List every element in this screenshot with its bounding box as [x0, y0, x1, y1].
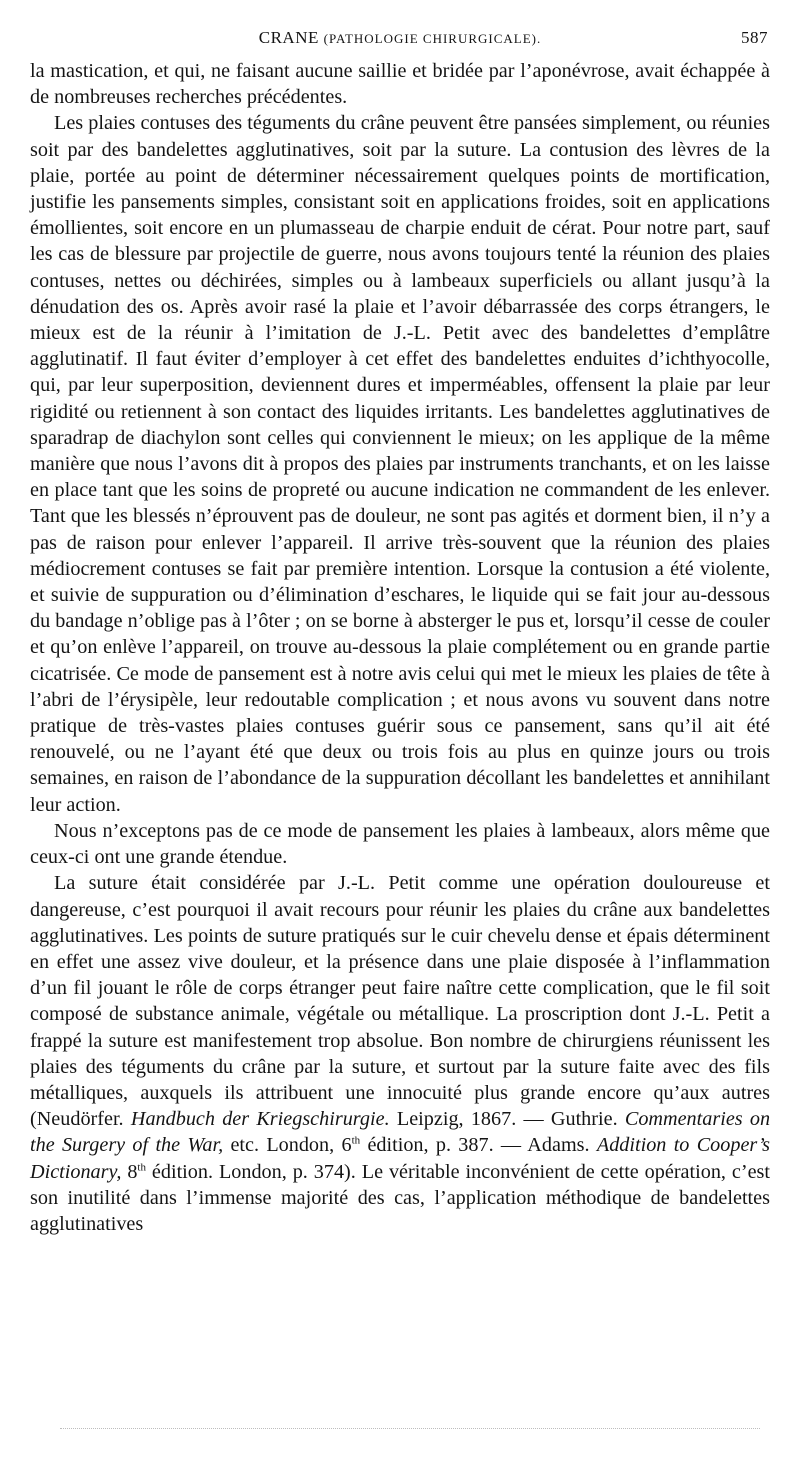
suture-text-f: édition. London, p. 374). Le véritable inconvénient de cette opération, c’est son inutilité dans l’immense majorité des cas, l’application méthodique de bandelettes agglutinatives — [30, 1160, 770, 1235]
suture-text-b: Leipzig, 1867. — Guthrie. — [396, 1108, 618, 1131]
body-text — [30, 58, 770, 1237]
superscript-th-1: th — [351, 1134, 361, 1147]
suture-text-e: 8 — [127, 1160, 138, 1183]
paragraph-continuation: la mastication, et qui, ne faisant aucune saillie et bridée par l’aponévrose, avait échappée à de nombreuses recherches précédentes. — [30, 60, 770, 109]
running-title-main: CRANE — [258, 28, 319, 47]
paragraph-lambeaux: Nous n’exceptons pas de ce mode de pansement les plaies à lambeaux, alors même que ceux-ci ont une grande étendue. — [30, 819, 770, 869]
paragraph-suture — [30, 870, 770, 1237]
bottom-rule — [60, 1422, 760, 1429]
page-number: 587 — [741, 28, 768, 47]
reference-guthrie: Commentaries on the Surgery of the War, — [30, 1108, 771, 1157]
running-title — [30, 28, 770, 48]
suture-text-a: La suture était considérée par J.-L. Petit comme une opération douloureuse et dangereuse, c’est pourquoi il avait recours pour réunir les plaies du crâne aux bandelettes agglutinatives. Les points de suture pratiqués sur le cuir chevelu dense et épais déterminent en effet une assez vive douleur, et la présence dans une plaie disposée à l’inflammation d’un fil jouant le rôle de corps étranger peut faire naître cette complication, que le fil soit composé de substance animale, végétale ou métallique. La proscription dont J.-L. Petit a frappé la suture est manifestement trop absolue. Bon nombre de chirurgiens réunissent les plaies des téguments du crâne par la suture, et surtout par la suture faite avec des fils métalliques, auxquels ils attribuent une innocuité plus grande encore qu’aux autres (Neudörfer. — [30, 872, 770, 1131]
document-page — [30, 28, 770, 1237]
paragraph-plaies-contuses: Les plaies contuses des téguments du crâne peuvent être pansées simplement, ou réunies soit par des bandelettes agglutinatives, soit par la suture. La contusion des lèvres de la plaie, portée au point de déterminer nécessairement quelques points de mortification, justifie les pansements simples, consistant soit en applications froides, soit en applications émollientes, soit encore en un plumasseau de charpie enduit de cérat. Pour notre part, sauf les cas de blessure par projectile de guerre, nous avons toujours tenté la réunion des plaies contuses, nettes ou déchirées, simples ou à lambeaux superficiels ou allant jusqu’à la dénudation des os. Après avoir rasé la plaie et l’avoir débarrassée des corps étrangers, le mieux est de la réunir à l’imitation de J.-L. Petit avec des bandelettes d’emplâtre agglutinatif. Il faut éviter d’employer à cet effet des bandelettes enduites d’ichthyocolle, qui, par leur superposition, deviennent dures et imperméables, offensent la plaie par leur rigidité ou retiennent à son contact des liquides irritants. Les bandelettes agglutinatives de sparadrap de diachylon sont celles qui conviennent le mieux; on les applique de la même manière que nous l’avons dit à propos des plaies par instruments tranchants, et on les laisse en place tant que les soins de propreté ou aucune indication ne commandent de les enlever. Tant que les blessés n’éprouvent pas de douleur, ne sont pas agités et dorment bien, il n’y a pas de raison pour enlever l’appareil. Il arrive très-souvent que la réunion des plaies médiocrement contuses se fait par première intention. Lorsque la contusion a été violente, et suivie de suppuration ou d’élimination d’eschares, le liquide qui se fait jour au-dessous du bandage n’oblige pas à l’ôter ; on se borne à absterger le pus et, lorsqu’il cesse de couler et qu’on enlève l’appareil, on trouve au-dessous la plaie complétement ou en grande partie cicatrisée. Ce mode de pansement est à notre avis celui qui met le mieux les plaies de tête à l’abri de l’érysipèle, leur redoutable complication ; et nous avons vu souvent dans notre pratique de très-vastes plaies contuses guérir sous ce pansement, sans qu’il ait été renouvelé, ou ne l’ayant été que deux ou trois fois au plus en quinze jours ou trois semaines, en raison de l’abondance de la suppuration décollant les bandelettes et annihilant leur action. — [30, 112, 770, 816]
reference-neudorfer: Handbuch der Kriegschirurgie. — [130, 1108, 390, 1131]
suture-text-c: etc. London, 6 — [230, 1134, 352, 1157]
superscript-th-2: th — [137, 1160, 146, 1173]
running-head — [30, 28, 770, 58]
reference-adams: Addition to Cooper’s Dictionary, — [30, 1134, 770, 1183]
suture-text-d: édition, p. 387. — Adams. — [367, 1134, 590, 1157]
running-title-sub: (PATHOLOGIE CHIRURGICALE). — [323, 31, 542, 46]
